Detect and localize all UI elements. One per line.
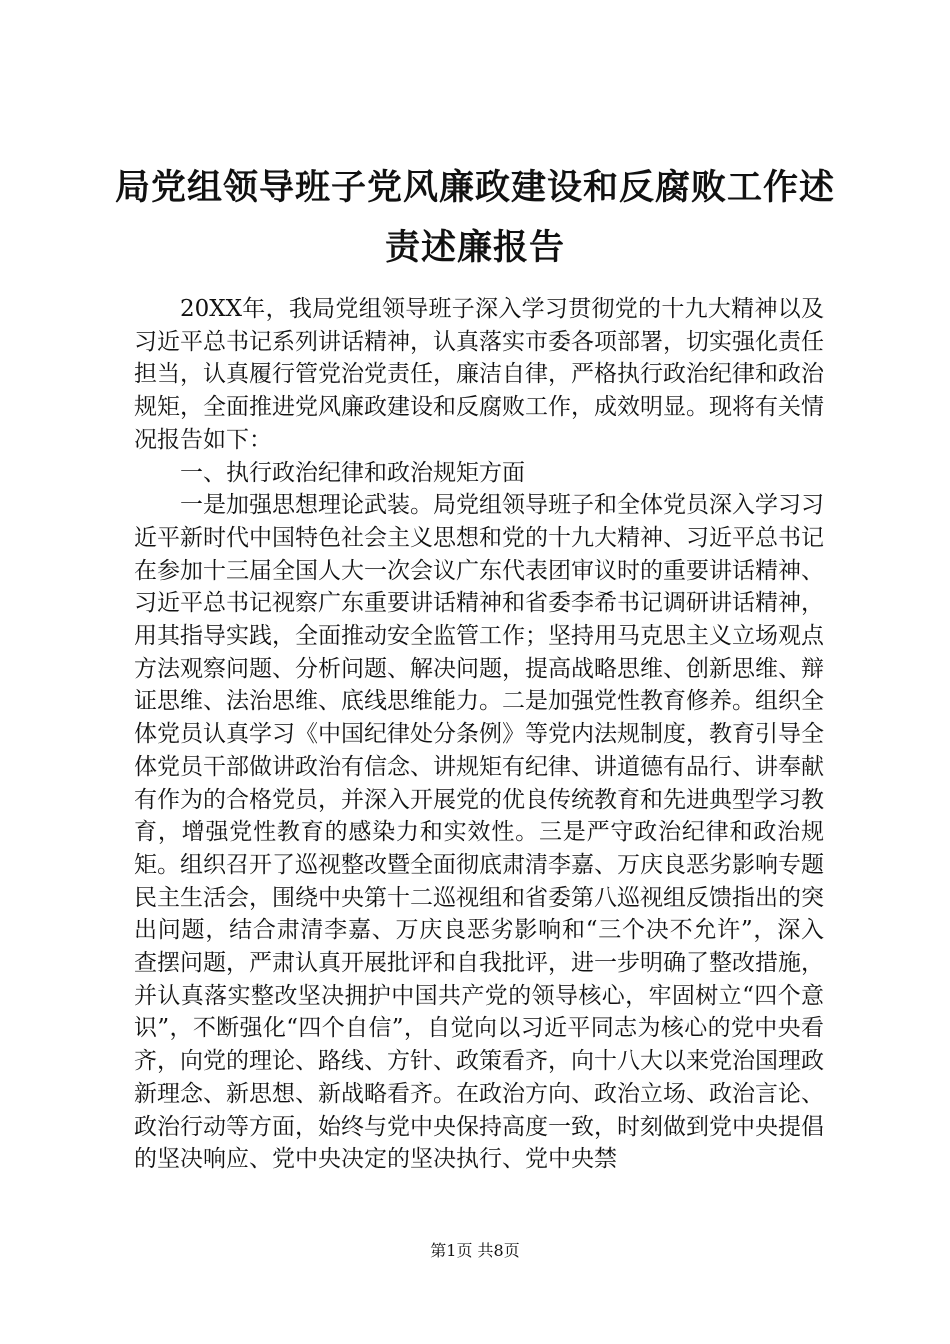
document-title: 局党组领导班子党风廉政建设和反腐败工作述责述廉报告 xyxy=(114,167,835,268)
document-body xyxy=(134,293,824,1176)
section-heading: 一、执行政治纪律和政治规矩方面 xyxy=(180,459,525,486)
paragraph-intro: 20XX年，我局党组领导班子深入学习贯彻党的十九大精神以及习近平总书记系列讲话精神，认真落实市委各项部署，切实强化责任担当，认真履行管党治党责任，廉洁自律，严格执行政治纪律和政治规矩，全面推进党风廉政建设和反腐败工作，成效明显。现将有关情况报告如下： xyxy=(134,296,824,453)
page-footer: 第1页 共8页 xyxy=(430,1241,520,1260)
paragraph-section-1: 一是加强思想理论武装。局党组领导班子和全体党员深入学习习近平新时代中国特色社会主义思想和党的十九大精神、习近平总书记在参加十三届全国人大一次会议广东代表团审议时的重要讲话精神、习近平总书记视察广东重要讲话精神和省委李希书记调研讲话精神，用其指导实践，全面推动安全监管工作；坚持用马克思主义立场观点方法观察问题、分析问题、解决问题，提高战略思维、创新思维、辩证思维、法治思维、底线思维能力。二是加强党性教育修养。组织全体党员认真学习《中国纪律处分条例》等党内法规制度，教育引导全体党员干部做讲政治有信念、讲规矩有纪律、讲道德有品行、讲奉献有作为的合格党员，并深入开展党的优良传统教育和先进典型学习教育，增强党性教育的感染力和实效性。三是严守政治纪律和政治规矩。组织召开了巡视整改暨全面彻底肃清李嘉、万庆良恶劣影响专题民主生活会，围绕中央第十二巡视组和省委第八巡视组反馈指出的突出问题，结合肃清李嘉、万庆良恶劣影响和“三个决不允许”，深入查摆问题，严肃认真开展批评和自我批评，进一步明确了整改措施，并认真落实整改坚决拥护中国共产党的领导核心，牢固树立“四个意识”，不断强化“四个自信”，自觉向以习近平同志为核心的党中央看齐，向党的理论、路线、方针、政策看齐，向十八大以来党治国理政新理念、新思想、新战略看齐。在政治方向、政治立场、政治言论、政治行动等方面，始终与党中央保持高度一致，时刻做到党中央提倡的坚决响应、党中央决定的坚决执行、党中央禁 xyxy=(134,492,824,1173)
